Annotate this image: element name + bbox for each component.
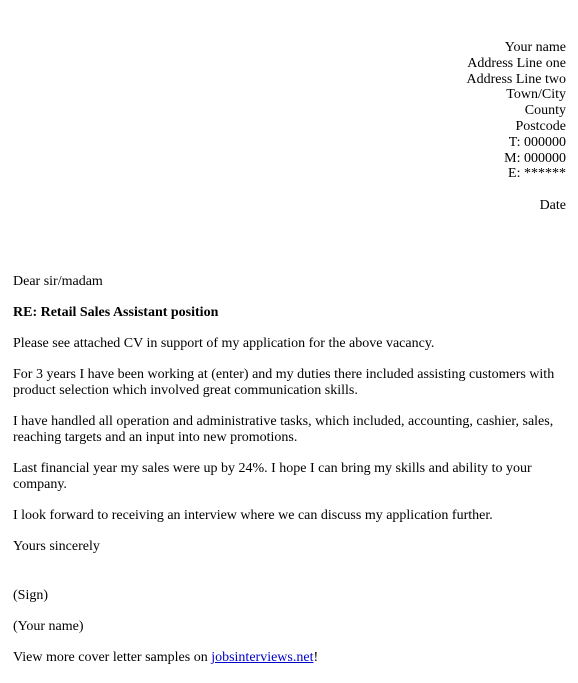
paragraph-closing-request: I look forward to receiving an interview where we can discuss my application further. bbox=[13, 508, 493, 523]
signature-placeholder: (Sign) bbox=[13, 588, 48, 603]
paragraph-duties: I have handled all operation and administrative tasks, which included, accounting, cashier, sales, reaching targets and an input into new promotions. bbox=[13, 414, 554, 445]
paragraph-intro: Please see attached CV in support of my application for the above vacancy. bbox=[13, 336, 435, 351]
sender-postcode: Postcode bbox=[515, 118, 566, 134]
sender-mobile: M: 000000 bbox=[504, 150, 566, 166]
signer-name: (Your name) bbox=[13, 619, 84, 634]
letter-subject: RE: Retail Sales Assistant position bbox=[13, 305, 219, 320]
sender-email: E: ****** bbox=[508, 166, 566, 182]
sender-telephone: T: 000000 bbox=[508, 134, 566, 150]
sender-address-block bbox=[466, 40, 566, 182]
letter-date: Date bbox=[539, 198, 566, 213]
letter-body bbox=[13, 274, 566, 681]
closing: Yours sincerely bbox=[13, 539, 100, 554]
salutation: Dear sir/madam bbox=[13, 274, 103, 289]
sender-town-city: Town/City bbox=[506, 87, 566, 103]
footer-suffix: ! bbox=[313, 650, 319, 665]
sender-name: Your name bbox=[504, 40, 566, 55]
paragraph-sales: Last financial year my sales were up by 24%. I hope I can bring my skills and ability to your company. bbox=[13, 461, 532, 492]
paragraph-experience: For 3 years I have been working at (enter) and my duties there included assisting customers with product selection which involved great communication skills. bbox=[13, 367, 555, 398]
jobsinterviews-link[interactable]: jobsinterviews.net bbox=[211, 650, 314, 665]
footer-prefix: View more cover letter samples on bbox=[13, 650, 212, 665]
footer-note bbox=[13, 650, 566, 666]
sender-county: County bbox=[524, 103, 566, 119]
sender-address-line-two: Address Line two bbox=[466, 71, 566, 87]
sender-address-line-one: Address Line one bbox=[467, 55, 566, 71]
